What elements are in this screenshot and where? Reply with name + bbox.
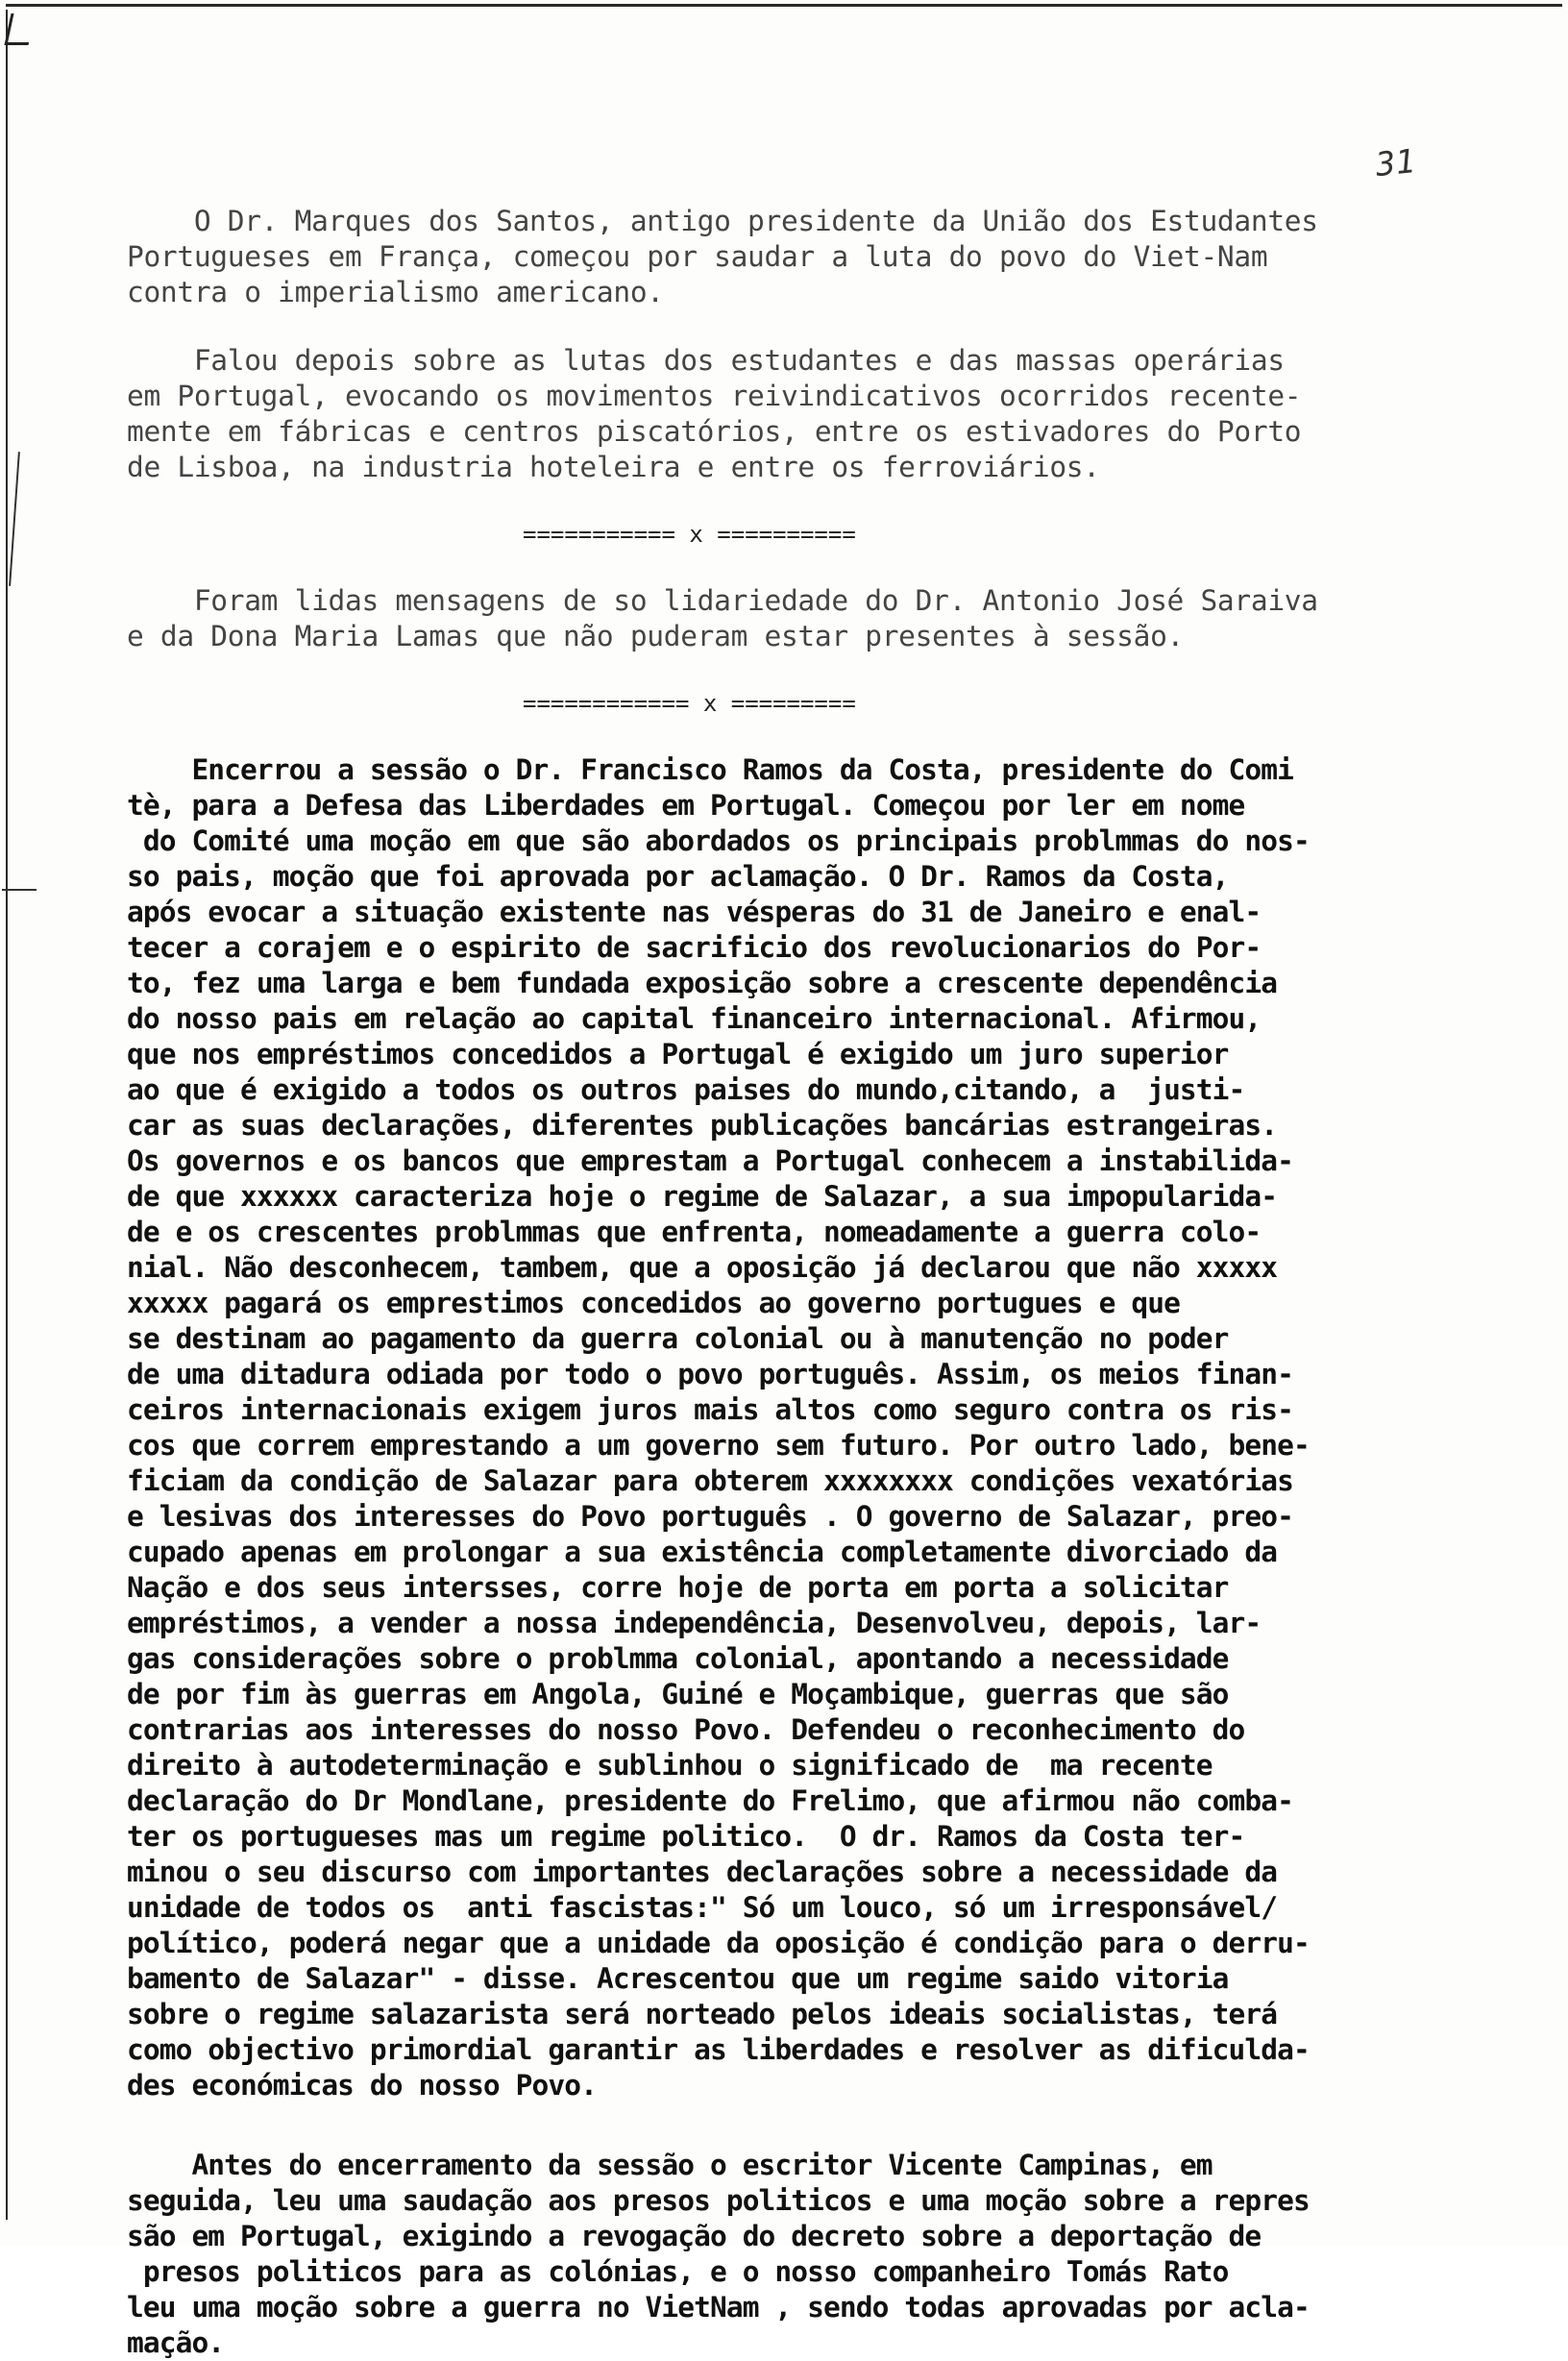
corner-scan-mark (4, 13, 35, 45)
paragraph-lutas-estudantes: Falou depois sobre as lutas dos estudantes e das massas operárias em Portugal, evocando os movimentos reivindicativos ocorridos recente- mente em fábricas e centros piscatórios, entre os estivadores do Porto de Lisboa, na industria hoteleira e entre os ferroviários. (127, 344, 1302, 483)
paragraph-ramos-da-costa: Encerrou a sessão o Dr. Francisco Ramos da Costa, presidente do Comi tè, para a Defesa das Liberdades em Portugal. Começou por ler em nome do Comité uma moção em que são abordados os principais problmmas do nos- so pais, moção que foi aprovada por aclamação. O Dr. Ramos da Costa, após evocar a situação existente nas vésperas do 31 de Janeiro e enal- tecer a corajem e o espirito de sacrificio dos revolucionarios do Por- to, fez uma larga e bem fundada exposição sobre a crescente dependência do nosso pais em relação ao capital financeiro internacional. Afirmou, que nos empréstimos concedidos a Portugal é exigido um juro superior ao que é exigido a todos os outros paises do mundo,citando, a justi- car as suas declarações, diferentes publicações bancárias estrangeiras. Os governos e os bancos que emprestam a Portugal conhecem a instabilida- de que xxxxxx caracteriza hoje o regime de Salazar, a sua impopularida- de e os crescentes problmmas que enfrenta, nomeadamente a guerra colo- nial. Não desconhecem, tambem, que a oposição já declarou que não xxxxx xxxxx pagará os emprestimos concedidos ao governo portugues e que se destinam ao pagamento da guerra colonial ou à manutenção no poder de uma ditadura odiada por todo o povo português. Assim, os meios finan- ceiros internacionais exigem juros mais altos como seguro contra os ris- cos que correm emprestando a um governo sem futuro. Por outro lado, bene- ficiam da condição de Salazar para obterem xxxxxxxx condições vexatórias e lesivas dos interesses do Povo português . O governo de Salazar, preo- cupado apenas em prolongar a sua existência completamente divorciado da Nação e dos seus intersses, corre hoje de porta em porta a solicitar empréstimos, a vender a nossa independência, Desenvolveu, depois, lar- gas considerações sobre o problmma colonial, apontando a necessidade de por fim às guerras em Angola, Guiné e Moçambique, guerras que são contrarias aos interesses do nosso Povo. Defendeu o reconhecimento do direito à autodeterminação e sublinhou o significado de ma recente declaração do Dr Mondlane, presidente do Frelimo, que afirmou não comba- ter os portugueses mas um regime politico. O dr. Ramos da Costa ter- minou o seu discurso com importantes declarações sobre a necessidade da unidade de todos os anti fascistas:" Só um louco, só um irresponsável/ político, poderá negar que a unidade da oposição é condição para o derru- bamento de Salazar" - disse. Acrescentou que um regime saido vitoria sobre o regime salazarista será norteado pelos ideais socialistas, terá como objectivo primordial garantir as liberdades e resolver as dificulda- des económicas do nosso Povo. (127, 753, 1310, 2102)
page-number: 31 (1374, 141, 1417, 185)
page-top-border (6, 4, 1562, 7)
margin-pen-stroke (9, 452, 20, 586)
document-body (127, 204, 1539, 2361)
paragraph-mensagens: Foram lidas mensagens de so lidariedade do Dr. Antonio José Saraiva e da Dona Maria Lamas que não puderam estar presentes à sessão. (127, 584, 1318, 652)
section-separator: ============ x ========= (523, 690, 856, 717)
section-separator: =========== x ========== (523, 521, 856, 548)
margin-tick-mark (2, 889, 37, 891)
paragraph-vicente-campinas: Antes do encerramento da sessão o escritor Vicente Campinas, em seguida, leu uma saudação aos presos politicos e uma moção sobre a repres são em Portugal, exigindo a revogação do decreto sobre a deportação de presos politicos para as colónias, e o nosso companheiro Tomás Rato leu uma moção sobre a guerra no VietNam , sendo todas aprovadas por acla- mação. (127, 2149, 1310, 2359)
page-left-border (6, 10, 8, 2220)
paragraph-marques-dos-santos: O Dr. Marques dos Santos, antigo presidente da União dos Estudantes Portugueses em França, começou por saudar a luta do povo do Viet-Nam contra o imperialismo americano. (127, 205, 1318, 308)
